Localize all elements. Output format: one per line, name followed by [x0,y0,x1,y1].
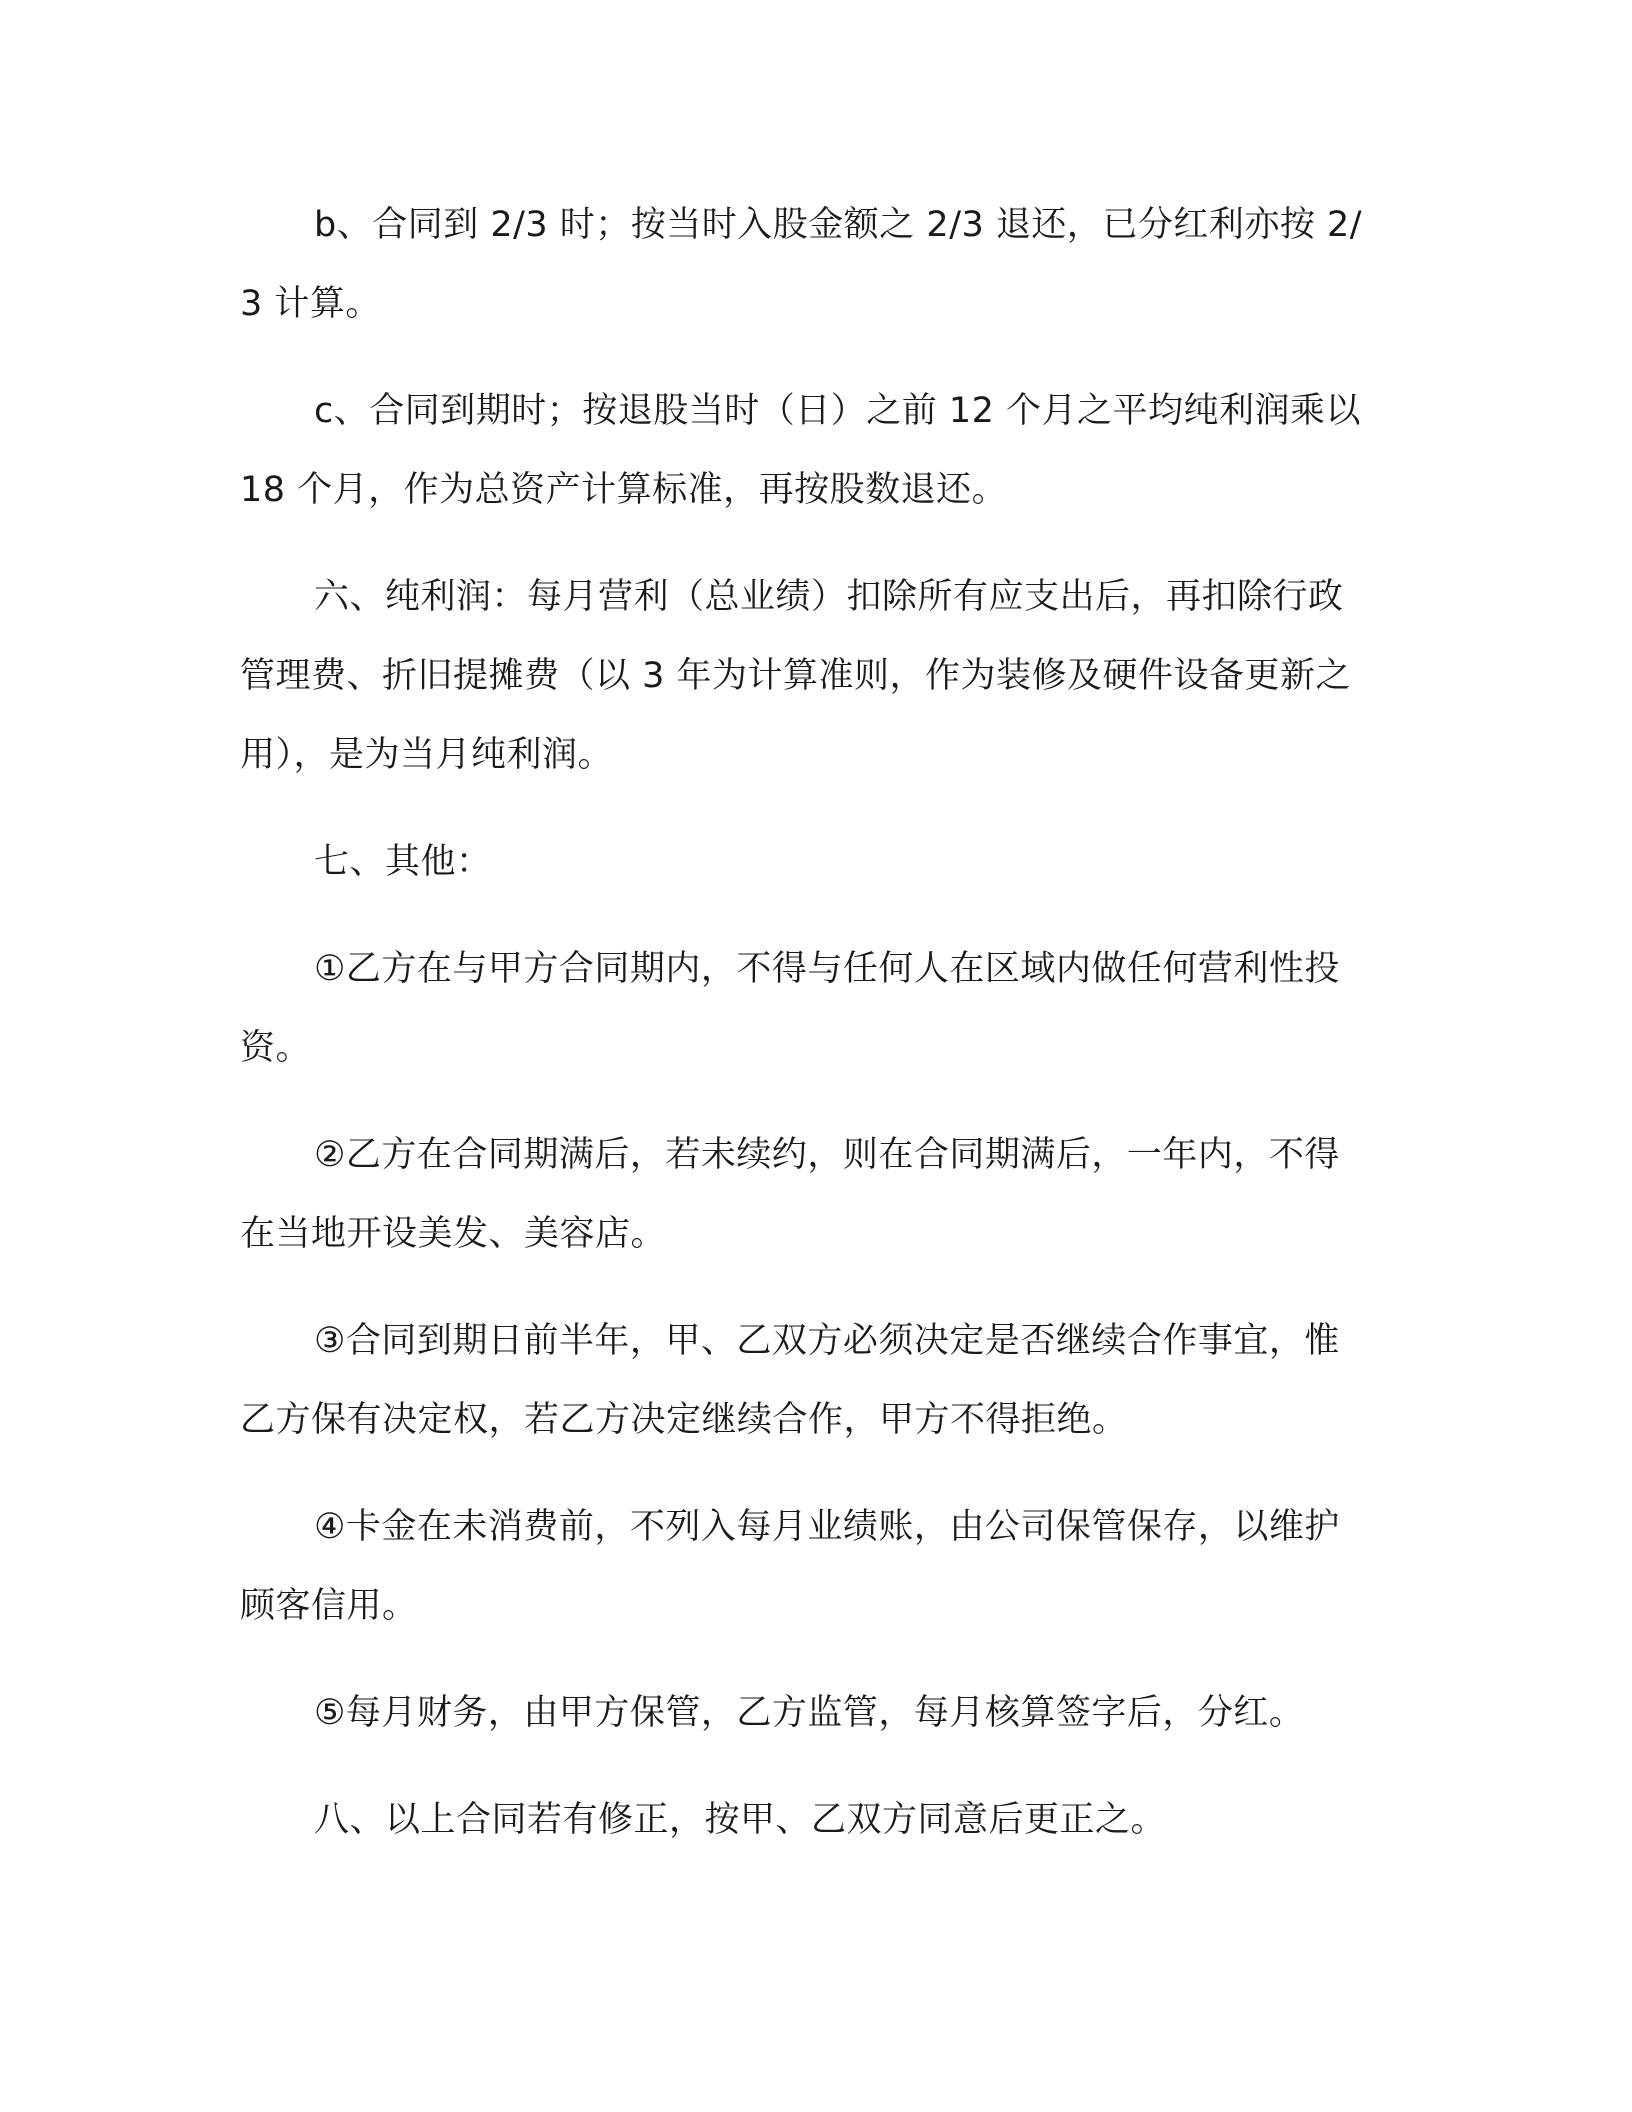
paragraph-seven-item-2: ②乙方在合同期满后，若未续约，则在合同期满后，一年内，不得在当地开设美发、美容店。 [240,1135,1340,1254]
paragraph-seven: 七、其他： [314,842,492,882]
paragraph-seven-item-3: ③合同到期日前半年，甲、乙双方必须决定是否继续合作事宜，惟乙方保有决定权，若乙方决定继续合作，甲方不得拒绝。 [240,1321,1340,1440]
paragraph-b: b、合同到 2/3 时；按当时入股金额之 2/3 退还，已分红利亦按 2/3 计算。 [240,205,1363,324]
paragraph-seven-item-5: ⑤每月财务，由甲方保管，乙方监管，每月核算签字后，分红。 [314,1693,1305,1733]
paragraph-seven-item-1: ①乙方在与甲方合同期内，不得与任何人在区域内做任何营利性投资。 [240,949,1340,1068]
document-body [240,186,1370,1860]
paragraph-seven-item-4: ④卡金在未消费前，不列入每月业绩账，由公司保管保存，以维护顾客信用。 [240,1507,1340,1626]
paragraph-eight: 八、以上合同若有修正，按甲、乙双方同意后更正之。 [314,1800,1167,1840]
paragraph-six: 六、纯利润：每月营利（总业绩）扣除所有应支出后，再扣除行政管理费、折旧提摊费（以 3 年为计算准则，作为装修及硬件设备更新之用），是为当月纯利润。 [240,577,1352,775]
paragraph-c: c、合同到期时；按退股当时（日）之前 12 个月之平均纯利润乘以 18 个月，作为总资产计算标准，再按股数退还。 [240,391,1362,510]
